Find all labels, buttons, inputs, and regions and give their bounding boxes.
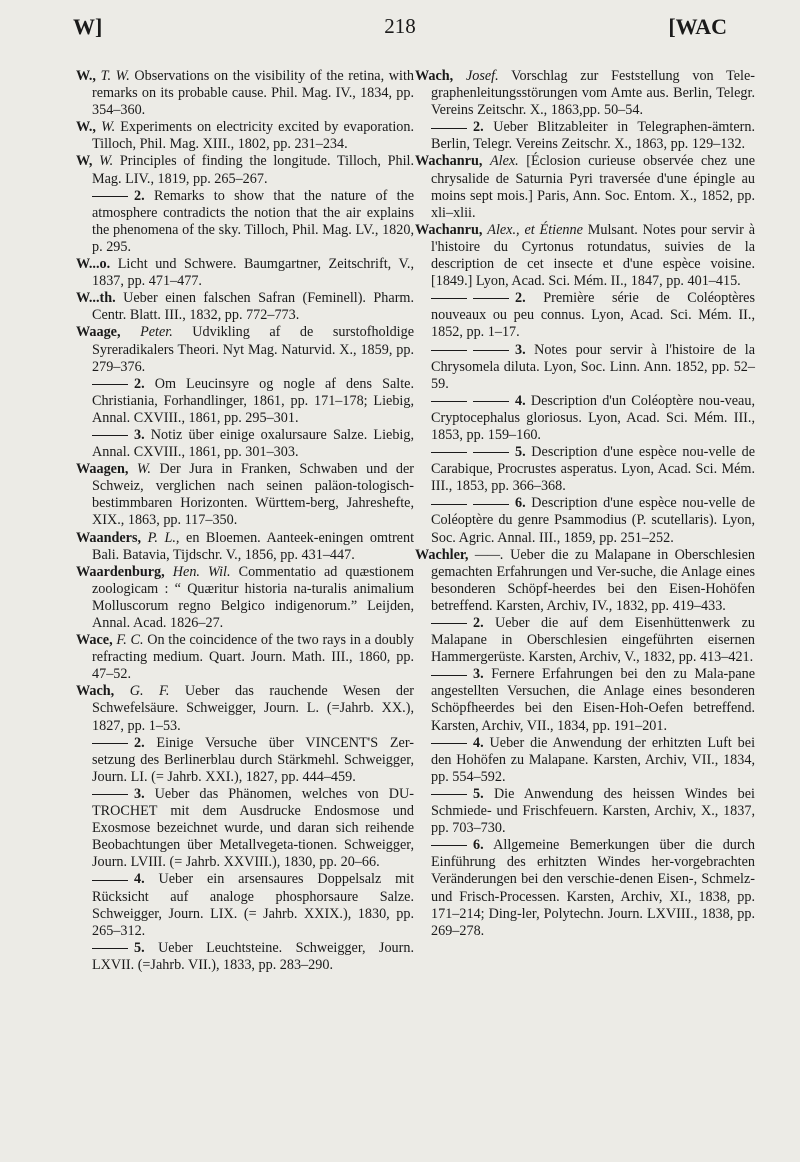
entry-author: W., [76,119,96,136]
entry-given-name: T. W. [100,68,130,84]
entry-text: Ueber die zu Malapane in Oberschlesien gemachten Erfahrungen und Ver-suche, die Anlage eines besonderen Schöpf-heerdes bei den Eisen-Hohöfen betreffend. Karsten, Archiv, IV., 1832, pp. 419–433. [431,546,756,614]
entry-text: Notiz über einige oxalursaure Salze. Liebig, Annal. CXVIII., 1861, pp. 301–303. [92,426,414,461]
entry-author: Waagen, [76,461,129,478]
ditto-rule [473,298,509,299]
entry-number: 3. [134,785,145,802]
bibliography-sub-entry [76,940,414,974]
entry-text: Notes pour servir à l'histoire de la Chrysomela diluta. Lyon, Soc. Linn. Ann. 1852, pp. 52–59. [431,341,756,392]
page-number: 218 [384,14,416,38]
bibliography-entry [76,68,414,119]
entry-number: 2. [473,119,484,136]
bibliography-entry [76,119,414,153]
entry-number: 6. [515,495,526,512]
bibliography-sub-entry [415,837,755,940]
entry-given-name: P. L., [147,529,180,546]
entry-given-name: W. [136,461,151,478]
entry-author: W., [76,68,96,84]
entry-author: Waanders, [76,529,142,546]
entry-given-name: ——. [474,546,504,563]
ditto-rule [92,435,128,436]
bibliography-entry [415,68,755,119]
ditto-rule [473,504,509,505]
ditto-rule [92,743,128,744]
entry-given-name: Josef. [465,68,499,84]
entry-number: 2. [134,734,145,751]
entry-number: 2. [134,375,145,392]
entry-text: Licht und Schwere. Baumgartner, Zeitschrift, V., 1837, pp. 471–477. [92,256,414,290]
entry-author: Wach, [76,683,115,700]
bibliography-sub-entry [76,427,414,461]
bibliography-entry [415,222,755,290]
bibliography-entry [76,256,414,290]
entry-text: Allgemeine Bemerkungen über die durch Einführung des erhitzten Windes her-vorgebrachten Veränderungen bei den verschie-denen Eisen-, Schmelz- und Frisch-Processen. Karsten, Archiv, XI., 1838, pp. 171–214; Ding-ler, Polytechn. Journ. LXVIII., 1838, pp. 269–278. [431,837,755,939]
entry-text: [Éclosion curieuse observée chez une chrysalide de Saturnia Pyri traversée d'une épingle au moins sept mois.] Paris, Ann. Soc. Entom. X., 1852, pp. xli–xlii. [431,153,756,221]
entry-text: Mulsant. Notes pour servir à l'histoire du Cyrtonus rotundatus, suivies de la description de cet insecte et d'une espèce voisine. [1849.] Lyon, Acad. Sci. Mém. II., 1847, pp. 401–415. [431,221,755,290]
entry-given-name: Alex., et Étienne [487,221,583,238]
entry-text: en Bloemen. Aanteek-eningen omtrent Bali. Batavia, Tijdschr. V., 1856, pp. 431–447. [92,529,415,563]
entry-author: Waage, [76,324,121,341]
entry-given-name: W. [101,119,116,136]
bibliography-sub-entry [76,735,414,786]
bibliography-sub-entry [415,444,755,495]
ditto-rule [92,794,128,795]
entry-text: Principles of finding the longitude. Tilloch, Phil. Mag. LIV., 1819, pp. 265–267. [92,153,415,187]
bibliography-sub-entry [415,495,755,546]
bibliography-entry [76,290,414,324]
ditto-rule [431,298,467,299]
entry-number: 6. [473,837,484,854]
entry-author: Wachanru, [415,153,483,170]
entry-text: Ueber Leuchtsteine. Schweigger, Journ. LXVII. (=Jahrb. VII.), 1833, pp. 283–290. [92,939,415,973]
ditto-rule [92,196,128,197]
right-column [415,68,755,940]
ditto-rule [431,675,467,676]
bibliography-sub-entry [76,871,414,939]
bibliography-entry [76,324,414,375]
bibliography-entry [76,530,414,564]
entry-text: Ueber die auf dem Eisenhüttenwerk zu Malapane in Oberschlesien eingeführten eisernen Hammergerüste. Karsten, Archiv, V., 1832, pp. 413–421. [431,615,755,666]
entry-given-name: G. F. [129,683,170,700]
header-right-index: [WAC [668,14,727,39]
entry-author: Wachler, [415,546,469,563]
entry-text: Ueber die Anwendung der erhitzten Luft bei den Hohöfen zu Malapane. Karsten, Archiv, VII., 1834, pp. 554–592. [431,734,756,785]
entry-text: Description d'une espèce nou-velle de Coléoptère du genre Psammodius (P. scutellaris). Lyon, Soc. Agric. Annal. III., 1859, pp. 251–252. [431,495,755,546]
ditto-rule [431,504,467,505]
entry-text: Der Jura in Franken, Schwaben und der Schweiz, verglichen nach seinen paläon-tologisch-bestimmbaren Horizonten. Württem-berg, Jahreshefte, XIX., 1863, pp. 117–350. [92,461,415,529]
entry-given-name: Hen. Wil. [172,563,231,580]
bibliography-sub-entry [76,786,414,871]
bibliography-sub-entry [415,666,755,734]
entry-number: 2. [515,290,526,307]
entry-author: W...th. [76,290,116,307]
bibliography-sub-entry [415,290,755,341]
entry-text: On the coincidence of the two rays in a doubly refracting medium. Quart. Journ. Math. III., 1860, pp. 47–52. [92,632,415,683]
entry-number: 2. [473,615,484,631]
entry-text: Udvikling af de surstofholdige Syreradikalers Theori. Nyt Mag. Naturvid. X., 1859, pp. 279–376. [92,324,415,375]
entry-text: Ueber das rauchende Wesen der Schwefelsäure. Schweigger, Journ. L. (=Jahrb. XX.), 1827, pp. 1–53. [92,683,414,734]
entry-text: Om Leucinsyre og nogle af dens Salte. Christiania, Forhandlinger, 1861, pp. 171–178; Liebig, Annal. CXVIII., 1861, pp. 295–301. [92,375,414,426]
ditto-rule [431,350,467,351]
entry-author: W...o. [76,256,111,273]
entry-author: Wachanru, [415,221,483,238]
entry-text: Einige Versuche über VINCENT'S Zer-setzung des Berlinerblau durch Stärkmehl. Schweigger, Journ. LI. (= Jahrb. XXI.), 1827, pp. 444–459. [92,734,415,785]
ditto-rule [431,845,467,846]
entry-text: Première série de Coléoptères nouveaux ou peu connus. Lyon, Acad. Sci. Mém. II., 1852, pp. 1–17. [431,290,756,341]
ditto-rule [431,794,467,795]
bibliography-entry [415,153,755,221]
bibliography-entry [76,153,414,187]
ditto-rule [431,401,467,402]
entry-number: 3. [134,426,145,443]
ditto-rule [431,623,467,624]
entry-author: Waardenburg, [76,563,165,580]
entry-text: Commentatio ad quæstionem zoologicam : “ Quæritur historia na-turalis animalium Molluscorum regno Belgico indigenorum.” Leijden, Annal. Acad. 1826–27. [92,563,415,631]
entry-given-name: Alex. [489,153,519,170]
ditto-rule [473,401,509,402]
entry-author: Wach, [415,68,454,84]
entry-text: Remarks to show that the nature of the atmosphere contradicts the notion that the air explains the phenomena of the sky. Tilloch, Phil. Mag. LV., 1820, p. 295. [92,187,414,255]
bibliography-entry [415,547,755,615]
entry-text: Ueber einen falschen Safran (Feminell). Pharm. Centr. Blatt. III., 1832, pp. 772–773. [92,290,414,324]
entry-author: Wace, [76,632,113,649]
bibliography-sub-entry [76,188,414,256]
entry-text: Ueber ein arsensaures Doppelsalz mit Rücksicht auf analoge phosphorsaure Salze. Schweigger, Journ. LIX. (= Jahrb. XXIX.), 1830, pp. 265–312. [92,871,415,939]
entry-text: Ueber Blitzableiter in Telegraphen-ämtern. Berlin, Telegr. Vereins Zeitschr. X., 1863, pp. 129–132. [431,119,756,153]
ditto-rule [473,452,509,453]
entry-given-name: W. [99,153,114,170]
entry-number: 5. [515,444,526,461]
page-header [73,14,727,44]
entry-author: W, [76,153,93,170]
bibliography-sub-entry [76,376,414,427]
entry-given-name: Peter. [140,324,173,341]
bibliography-sub-entry [415,119,755,153]
entry-given-name: F. C. [116,632,144,649]
entry-number: 5. [473,785,484,802]
ditto-rule [92,948,128,949]
entry-text: Description d'une espèce nou-velle de Carabique, Procrustes asperatus. Lyon, Acad. Sci. Mém. III., 1853, pp. 366–368. [431,444,755,495]
bibliography-entry [76,461,414,529]
entry-text: Description d'un Coléoptère nou-veau, Cryptocephalus gloriosus. Lyon, Acad. Sci. Mém. III., 1853, pp. 159–160. [431,392,755,443]
header-left-index: W] [73,14,103,39]
entry-number: 4. [515,392,526,409]
bibliography-sub-entry [415,735,755,786]
entry-number: 3. [473,666,484,683]
ditto-rule [92,384,128,385]
entry-text: Die Anwendung des heissen Windes bei Schmiede- und Frischfeuern. Karsten, Archiv, X., 1837, pp. 703–730. [431,785,755,837]
ditto-rule [431,743,467,744]
bibliography-sub-entry [415,393,755,444]
bibliography-entry [76,632,414,683]
entry-text: Ueber das Phänomen, welches von DU-TROCHET mit dem Ausdrucke Endosmose und Exosmose bezeichnet wurde, und daran sich reihende Beobachtungen über Metallvegeta-tionen. Schweigger, Journ. LVIII. (= Jahrb. XXVIII.), 1830, pp. 20–66. [92,785,414,871]
bibliography-entry [76,564,414,632]
entry-number: 4. [134,871,145,888]
ditto-rule [431,128,467,129]
bibliography-sub-entry [415,615,755,666]
entry-text: Vorschlag zur Feststellung von Tele-graphenleitungsstörungen vom Amte aus. Berlin, Telegr. Vereins Zeitschr. X., 1863,pp. 50–54. [431,68,756,119]
ditto-rule [431,452,467,453]
left-column [76,68,414,974]
bibliography-sub-entry [415,786,755,837]
entry-text: Experiments on electricity excited by evaporation. Tilloch, Phil. Mag. XIII., 1802, pp. 231–234. [92,119,415,153]
entry-number: 2. [134,187,145,204]
ditto-rule [92,880,128,881]
entry-number: 4. [473,734,484,751]
bibliography-entry [76,683,414,734]
bibliography-sub-entry [415,342,755,393]
ditto-rule [473,350,509,351]
entry-text: Fernere Erfahrungen bei den zu Mala-pane angestellten Versuchen, die Anlage eines besonderen Schöpfheerdes bei den Eisen-Hoh-Oefen betreffend. Karsten, Archiv, VII., 1834, pp. 191–201. [431,666,756,734]
entry-number: 5. [134,939,145,956]
entry-text: Observations on the visibility of the retina, with remarks on its probable cause. Phil. Mag. IV., 1834, pp. 354–360. [92,68,415,119]
entry-number: 3. [515,341,526,358]
